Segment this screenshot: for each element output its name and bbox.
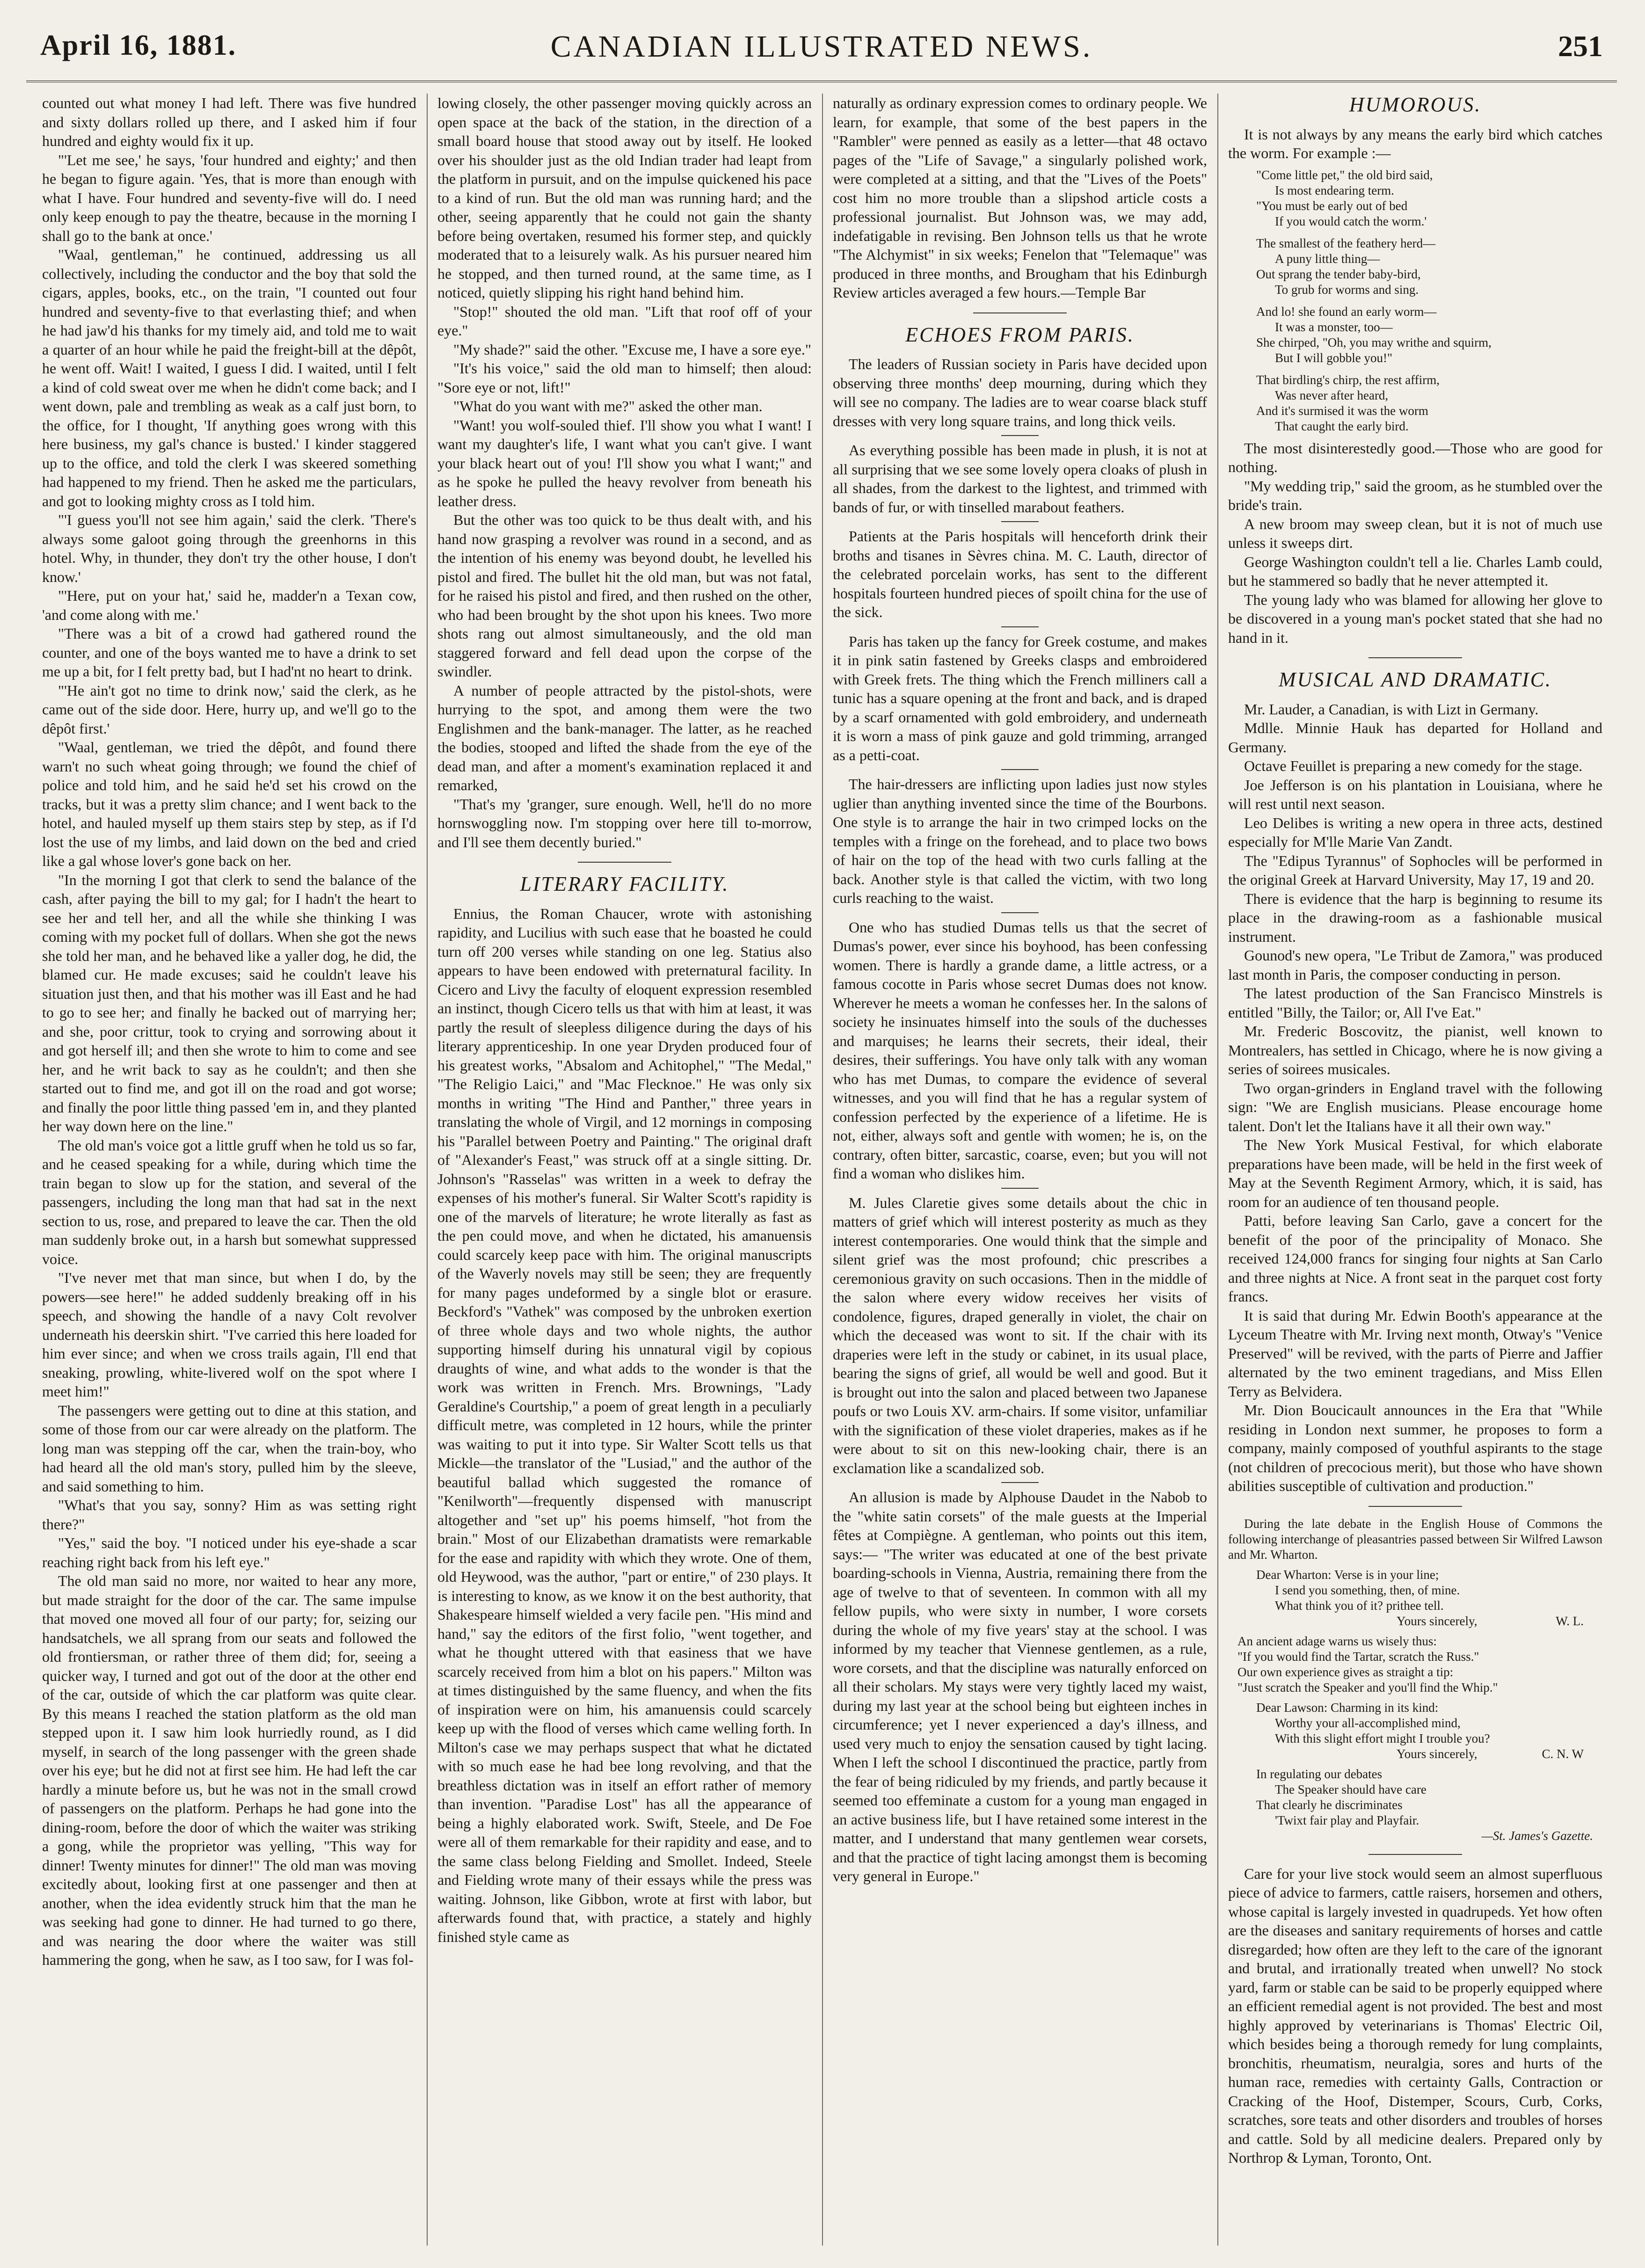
item-separator <box>1001 435 1039 436</box>
music-item: It is said that during Mr. Edwin Booth's appearance at the Lyceum Theatre with Mr. Irving next month, Otway's "Venice Preserved" will be revived, with the parts of Pierre and Jaffier alternated by the two eminent tragedians, and Miss Ellen Terry as Belvidera. <box>1228 1307 1602 1400</box>
item-separator <box>1001 769 1039 770</box>
letter-signature: C. N. W <box>1542 1746 1584 1761</box>
letter-line: With this slight effort might I trouble you? <box>1275 1731 1490 1745</box>
music-item: Joe Jefferson is on his plantation in Louisiana, where he will rest until next season. <box>1228 776 1602 812</box>
story-paragraph: The old man's voice got a little gruff when he told us so far, and he ceased speaking for a while, during which time the train began to slow up for the station, and several of the passengers, including the long man that had sat in the next section to us, rose, and prepared to leave the car. Then the old man suddenly broke out, in a harsh but somewhat suppressed voice. <box>42 1136 416 1267</box>
story-paragraph: "In the morning I got that clerk to send the balance of the cash, after paying the bill to my gal; for I hadn't the heart to see her and tell her, and all the while she thinking I was coming with my pocket full of dollars. When she got the news she told her man, and he behaved like a yaller dog, he did, the blamed cur. He made excuses; said he couldn't leave his situation just then, and that his mother was ill East and he had to go to see her; and finally he backed out of marrying her; and she, poor crittur, took to crying and sorrowing about it and got herself ill; and then she wrote to him to come and see her, and he writ back to say as he couldn't; and then she started out to find me, and got ill on the road and got worse; and finally the poor little thing passed 'em in, and they planted her way down here on the line." <box>42 871 416 1134</box>
adage-line: "If you would find the Tartar, scratch the Russ." <box>1237 1649 1479 1664</box>
joke-item: "My wedding trip," said the groom, as he stumbled over the bride's train. <box>1228 477 1602 513</box>
joke-item: The young lady who was blamed for allowing her glove to be discovered in a young man's pocket stated that she had no hand in it. <box>1228 591 1602 646</box>
item-separator <box>1001 1188 1039 1189</box>
adage-line: An ancient adage warns us wisely thus: <box>1237 1634 1437 1648</box>
issue-date: April 16, 1881. <box>40 29 237 61</box>
story-paragraph: "Waal, gentleman, we tried the dêpôt, and found there warn't no such wheat going through; we found the chief of police and told him, and he said he'd set his crowd on the tracks, but it was a pretty slim chance; and I went back to the hotel, and hauled myself up them stairs step by step, as if I'd lost the use of my limbs, and laid down on the bed and cried like a gal whose lover's gone back on her. <box>42 739 416 869</box>
joke-item: The most disinterestedly good.—Those who are good for nothing. <box>1228 439 1602 475</box>
letter-to-lawson <box>1228 1700 1602 1762</box>
adage-line: Our own experience gives as straight a tip: <box>1237 1665 1454 1679</box>
ancient-adage <box>1228 1634 1602 1695</box>
story-paragraph: "'He ain't got no time to drink now,' said the clerk, as he came out of the side door. Here, hurry up, and we'll go to the dêpôt first.' <box>42 682 416 737</box>
story-paragraph: counted out what money I had left. There was five hundred and sixty dollars rolled up there, and I asked him if four hundred and eighty would fix it up. <box>42 94 416 149</box>
item-separator <box>1001 912 1039 913</box>
item-separator <box>1001 626 1039 627</box>
newspaper-title: CANADIAN ILLUSTRATED NEWS. <box>550 29 1093 64</box>
advertisement-paragraph: Care for your live stock would seem an almost superfluous piece of advice to farmers, cattle raisers, horsemen and others, whose capital is largely invested in quadrupeds. Yet how often are the diseases and sanitary requirements of horses and cattle disregarded; how often are they left to the care of the ignorant and brutal, and irrationally treated when unwell? No stock yard, farm or stable can be said to be properly equipped where an efficient remedial agent is not provided. The best and most highly approved by veterinarians is Thomas' Electric Oil, which besides being a thorough remedy for lung complaints, bronchitis, rheumatism, neuralgia, sores and hurts of the human race, remedies with certainty Galls, Contraction or Cracking of the Hoof, Distemper, Scours, Curb, Corks, scratches, sore teats and other disorders and troubles of horses and cattle. Sold by all medicine dealers. Prepared only by Northrop & Lyman, Toronto, Ont. <box>1228 1865 1602 2166</box>
poem-line: And lo! she found an early worm— <box>1256 304 1437 319</box>
poem-line: It was a monster, too— <box>1275 320 1393 334</box>
story-paragraph: "'Here, put on your hat,' said he, madder'n a Texan cow, 'and come along with me.' <box>42 587 416 623</box>
music-item: The latest production of the San Francisco Minstrels is entitled "Billy, the Tailor; or, All I've Eat." <box>1228 985 1602 1021</box>
story-paragraph: lowing closely, the other passenger moving quickly across an open space at the back of the station, in the direction of a small board house that stood away out by itself. He looked over his shoulder just as the old Indian trader had leapt from the platform in pursuit, and on the impulse quickened his pace to a kind of run. But the old man was running hard; and the other, seeing apparently that he could not gain the shanty before being overtaken, resumed his former step, and quickly moderated that to a leisurely walk. As his pursuer neared him he stopped, and then turned round, at the same time, as I noticed, quietly slipping his right hand behind him. <box>437 94 812 301</box>
story-paragraph: A number of people attracted by the pistol-shots, were hurrying to the spot, and among them were the two Englishmen and the bank-manager. The latter, as he reached the bodies, stooped and lifted the shade from the eye of the dead man, and after a moment's examination replaced it and remarked, <box>437 682 812 793</box>
news-item: The leaders of Russian society in Paris have decided upon observing three months' deep mourning, during which they will see no company. The ladies are to wear coarse black stuff dresses with very long square trains, and long thick veils. <box>833 356 1207 429</box>
story-paragraph: "There was a bit of a crowd had gathered round the counter, and one of the boys wanted me to have a drink to set me up a bit, for I felt pretty bad, but I had'nt no heart to drink. <box>42 625 416 680</box>
music-item: Leo Delibes is writing a new opera in three acts, destined especially for M'lle Marie Van Zandt. <box>1228 814 1602 850</box>
column-1 <box>42 94 416 2255</box>
section-divider <box>578 862 671 863</box>
letter-signature: W. L. <box>1556 1614 1584 1628</box>
story-paragraph: "'Let me see,' he says, 'four hundred and eighty;' and then he began to figure again. 'Yes, that is more than enough with what I have. Four hundred and seventy-five will do. I need only keep enough to pay the theatre, because in the morning I shall go to the bank at once.' <box>42 151 416 244</box>
article-paragraph: naturally as ordinary expression comes to ordinary people. We learn, for example, that some of the best papers in the "Rambler" were penned as easily as a letter—that 48 octavo pages of the "Life of Savage," a singularly polished work, were completed at a sitting, and that the "Lives of the Poets" cost him no more trouble than a slipshod article costs a professional journalist. But Johnson was, we may add, indefatigable in revising. Ben Johnson tells us that he wrote "The Alchymist" in six weeks; Fenelon that "Telemaque" was produced in three months, and Brougham that his Edinburgh Review articles averaged a few hours.—Temple Bar <box>833 94 1207 301</box>
joke-item: A new broom may sweep clean, but it is not of much use unless it sweeps dirt. <box>1228 515 1602 551</box>
column-4 <box>1228 94 1602 2255</box>
verse-line: 'Twixt fair play and Playfair. <box>1275 1813 1419 1827</box>
poem-line: Was never after heard, <box>1275 388 1389 402</box>
joke-item: George Washington couldn't tell a lie. Charles Lamb could, but he stammered so badly that he never attempted it. <box>1228 553 1602 589</box>
music-item: Mr. Lauder, a Canadian, is with Lizt in Germany. <box>1244 700 1539 718</box>
section-divider <box>1368 1854 1462 1855</box>
letter-line: I send you something, then, of mine. <box>1275 1583 1460 1597</box>
intro-paragraph: It is not always by any means the early bird which catches the worm. For example :— <box>1228 125 1602 161</box>
letter-to-wharton <box>1228 1567 1602 1629</box>
section-divider <box>1368 657 1462 658</box>
music-item: Patti, before leaving San Carlo, gave a concert for the benefit of the poor of the principality of Monaco. She received 124,000 francs for singing four nights at San Carlo and three nights at Nice. A front seat in the parquet cost forty francs. <box>1228 1212 1602 1305</box>
music-item: Mr. Dion Boucicault announces in the Era that "While residing in London next summer, he proposes to form a company, mainly composed of youthful aspirants to the stage (not children of precocious merit), but those who have shown abilities susceptible of cultivation and production." <box>1228 1402 1602 1494</box>
column-2 <box>437 94 812 2255</box>
article-paragraph: Ennius, the Roman Chaucer, wrote with astonishing rapidity, and Lucilius with such ease that he boasted he could turn off 200 verses while standing on one leg. Statius also appears to have been endowed with preternatural facility. In Cicero and Livy the faculty of eloquent expression resembled an instinct, though Cicero tells us that with him at least, it was partly the result of sleepless diligence during the days of his literary apprenticeship. In one year Dryden produced four of his greatest works, "Absalom and Achitophel," "The Medal," "The Religio Laici," and "Mac Flecknoe." He was only six months in writing "The Hind and Panther," three years in translating the whole of Virgil, and 12 mornings in composing his "Parallel between Poetry and Painting." The original draft of "Alexander's Feast," was struck off at a single sitting. Dr. Johnson's "Rasselas" was written in a week to defray the expenses of his mother's funeral. Sir Walter Scott's rapidity is one of the marvels of literature; he wrote literally as fast as the pen could move, and when he dictated, his amanuensis could scarcely keep pace with him. The original manuscripts of the Waverly novels may still be seen; they are frequently for many pages undeformed by a single blot or erasure. Beckford's "Vathek" was composed by the unbroken exertion of three whole days and two whole nights, the author supporting himself during his unnatural vigil by copious draughts of wine, and what adds to the wonder is that the work was written in French. Mrs. Brownings, "Lady Geraldine's Courtship," a poem of great length in a peculiarly difficult metre, was completed in 12 hours, while the printer was waiting to put it into type. Sir Walter Scott tells us that Mickle—the translator of the "Lusiad," and the author of the beautiful ballad which suggested the romance of "Kenilworth"—frequently dispensed with manuscript altogether and "set up" his poems himself, "hot from the brain." Most of our Elizabethan dramatists were remarkable for the ease and rapidity with which they wrote. One of them, old Heywood, was the author, "part or entire," of 230 plays. It is interesting to know, as we know it on the best authority, that Shakespeare himself wielded a very facile pen. "His mind and hand," say the editors of the first folio, "went together, and what he thought uttered with that easiness that we have scarcely received from him a blot on his papers." Milton was at times distinguished by the same fluency, and when the fits of inspiration were on him, his amanuensis could scarcely keep up with the flood of verses which came welling forth. In Milton's case we may perhaps suspect that what he dictated with so much ease he had bee long revolving, and that the breathless dictation was in itself an effort rather of memory than invention. "Paradise Lost" has all the appearance of being a highly elaborated work. Swift, Steele, and De Foe were all of them remarkable for their rapidity and ease, and to the same class belong Fielding and Smollet. Indeed, Steele and Fielding wrote many of their essays while the press was waiting. Johnson, like Gibbon, wrote at first with labor, but afterwards found that, with practice, a stately and highly finished style came as <box>437 905 812 1945</box>
item-separator <box>1001 1482 1039 1483</box>
section-heading-echoes-from-paris: ECHOES FROM PARIS. <box>905 323 1135 346</box>
letter-line: Dear Lawson: Charming in its kind: <box>1256 1700 1439 1715</box>
verse-line: The Speaker should have care <box>1275 1782 1427 1796</box>
music-item: Mdlle. Minnie Hauk has departed for Holland and Germany. <box>1228 720 1602 756</box>
story-paragraph: "'I guess you'll not see him again,' said the clerk. 'There's always some galoot going through the greenhorns in this hotel. Why, in thunder, they don't try the other house, I don't know.' <box>42 511 416 585</box>
story-paragraph: "My shade?" said the other. "Excuse me, I have a sore eye." <box>453 341 811 358</box>
poem-line: A puny little thing— <box>1275 251 1380 266</box>
column-rule <box>1217 94 1218 2246</box>
news-item: An allusion is made by Alphouse Daudet in the Nabob to the "white satin corsets" of the male guests at the Imperial fêtes at Compiègne. A gentleman, who points out this item, says:— "The writer was educated at one of the best private boarding-schools in Vienna, Austria, remaining there from the age of twelve to that of seventeen. In common with all my fellow pupils, who were sixty in number, I wore corsets during the whole of my five years' stay at the school. I was informed by my teacher that Viennese gentlemen, as a rule, wore corsets, and that the discipline was naturally enforced on all their scholars. My stays were very tightly laced my waist, during my last year at the school being but eighteen inches in circumference; yet I never experienced a day's illness, and used very much to enjoy the sensation caused by tight lacing. When I left the school I discontinued the practice, partly from the fear of being ridiculed by my friends, and partly because it seemed too effeminate a custom for a young man engaged in an active business life, but I have retained some interest in the matter, and I understand that many gentlemen wear corsets, and that the practice of tight lacing amongst them is becoming very general in Europe." <box>833 1489 1207 1884</box>
poem-line: That caught the early bird. <box>1275 419 1409 433</box>
debate-intro: During the late debate in the English House of Commons the following interchange of pleasantries passed between Sir Wilfred Lawson and Mr. Wharton. <box>1228 1516 1602 1562</box>
music-item: The "Edipus Tyrannus" of Sophocles will be performed in the original Greek at Harvard University, May 17, 19 and 20. <box>1228 852 1602 888</box>
story-paragraph: "Want! you wolf-souled thief. I'll show you what I want! I want my daughter's life, I want what you can't give. I want your black heart out of you! I'll show you what I want;" and as he spoke he pulled the heavy revolver from beneath his leather dress. <box>437 416 812 509</box>
verse-line: In regulating our debates <box>1256 1766 1383 1781</box>
letter-line: Worthy your all-accomplished mind, <box>1275 1716 1461 1730</box>
poem-line: The smallest of the feathery herd— <box>1256 236 1436 250</box>
section-heading-literary-facility: LITERARY FACILITY. <box>520 872 729 895</box>
music-item: Mr. Frederic Boscovitz, the pianist, well known to Montrealers, has settled in Chicago, where he is now giving a series of soirees musicales. <box>1228 1023 1602 1077</box>
news-item: Patients at the Paris hospitals will henceforth drink their broths and tisanes in Sèvres china. M. C. Lauth, director of the celebrated porcelain works, has sent to the different hospitals fourteen hundred pieces of spoilt china for the use of the sick. <box>833 528 1207 620</box>
music-item: The New York Musical Festival, for which elaborate preparations have been made, will be held in the first week of May at the Seventh Regiment Armory, which, it is said, has room for an audience of ten thousand people. <box>1228 1136 1602 1210</box>
poem-line: "You must be early out of bed <box>1256 198 1408 213</box>
letter-line: Dear Wharton: Verse is in your line; <box>1256 1567 1439 1582</box>
column-rule <box>427 94 428 2246</box>
news-item: M. Jules Claretie gives some details about the chic in matters of grief which will interest posterity as much as they interest contemporaries. One would think that the simple and silent grief was the most profound; chic prescribes a ceremonious gravity on such occasions. Then in the middle of the salon where every widow receives her visits of condolence, figures, draped generally in violet, the chair on which the deceased was wont to sit. If the chair with its draperies were left in the study or cabinet, in its usual place, bearing the signs of grief, all would be well and good. But it is brought out into the salon and placed between two Japanese poufs or two Louis XV. arm-chairs. If some visitor, unfamiliar with the signification of these violet draperies, makes as if he were about to sit on this new-looking chair, there is an exclamation like a scandalized sob. <box>833 1194 1207 1476</box>
letter-line: What think you of it? prithee tell. <box>1275 1598 1444 1613</box>
section-divider <box>1368 1506 1462 1507</box>
story-paragraph: "I've never met that man since, but when I do, by the powers—see here!" he added suddenly breaking off in his speech, and showing the handle of a navy Colt revolver underneath his deerskin shirt. "I've carried this here loaded for him ever since; and when we cross trails again, I'll end that sneaking, prowling, white-livered wolf on the spot where I meet him!" <box>42 1269 416 1400</box>
early-bird-poem <box>1228 167 1602 434</box>
music-item: There is evidence that the harp is beginning to resume its place in the drawing-room as a fashionable musical instrument. <box>1228 890 1602 945</box>
story-paragraph: "That's my 'granger, sure enough. Well, he'll do no more hornswoggling now. I'm stopping over here till to-morrow, and I'll see them decently buried." <box>437 795 812 850</box>
letter-closing: Yours sincerely, <box>1397 1746 1478 1761</box>
closing-verse <box>1228 1766 1602 1844</box>
poem-line: If you would catch the worm.' <box>1275 214 1427 228</box>
story-paragraph: But the other was too quick to be thus dealt with, and his hand now grasping a revolver was round in a second, and as the intention of his enemy was beyond doubt, he levelled his pistol and fired. The bullet hit the old man, but was not fatal, for he raised his pistol and fired, and then rushed on the other, who had been brought by the shot upon his knees. Two more shots rang out almost simultaneously, and the old man staggered forward and fell dead upon the corpse of the swindler. <box>437 511 812 680</box>
poem-line: But I will gobble you!" <box>1275 350 1393 365</box>
page-number: 251 <box>1558 29 1603 63</box>
news-item: The hair-dressers are inflicting upon ladies just now styles uglier than anything invented since the time of the Bourbons. One style is to arrange the hair in two crimped locks on the temples with a fringe on the forehead, and to place two bows of hair on the top of the head with two curls falling at the back. Another style is that called the victim, with two long curls reaching to the waist. <box>833 776 1207 906</box>
item-separator <box>1001 521 1039 522</box>
story-paragraph: "Stop!" shouted the old man. "Lift that roof off of your eye." <box>437 303 812 339</box>
music-item: Octave Feuillet is preparing a new comedy for the stage. <box>1244 757 1583 774</box>
news-item: As everything possible has been made in plush, it is not at all surprising that we see some lovely opera cloaks of plush in all shades, from the darkest to the lightest, and trimmed with bands of fur, or with tinselled marabout feathers. <box>833 442 1207 516</box>
poem-line: Is most endearing term. <box>1275 183 1394 197</box>
news-item: Paris has taken up the fancy for Greek costume, and makes it in pink satin fastened by Greeks clasps and embroidered with Greek frets. The thing which the French milliners call a tunic has a square opening at the front and back, and is draped by a scarf ornamented with gold embroidery, and underneath it is worn a mass of pink gauze and gold trimming, arranged as a petti-coat. <box>833 632 1207 763</box>
music-item: Two organ-grinders in England travel with the following sign: "We are English musicians. Please encourage home talent. Don't let the Italians have it all their own way." <box>1228 1079 1602 1134</box>
verse-line: That clearly he discriminates <box>1256 1797 1403 1812</box>
story-paragraph: "It's his voice," said the old man to himself; then aloud: "Sore eye or not, lift!" <box>437 360 812 396</box>
music-item: Gounod's new opera, "Le Tribut de Zamora," was produced last month in Paris, the composer conducting in person. <box>1228 947 1602 983</box>
news-item: One who has studied Dumas tells us that the secret of Dumas's power, ever since his boyhood, has been confessing women. There is hardly a grande dame, a little actress, or a famous cocotte in Paris whose secret Dumas does not know. Wherever he meets a woman he confesses her. In the salons of society he insinuates himself into the souls of the duchesses and marquises; he learns their secrets, their ideal, their desires, their sufferings. You have only talk with any woman who has met Dumas, to compare the evidence of several witnesses, and you will find that he has a regular system of confession perfected by the experience of a lifetime. He is not, either, always soft and gentle with women; he is, on the contrary, often bitter, sarcastic, coarse, even; but you will not find a woman who dislikes him. <box>833 918 1207 1182</box>
story-paragraph: The passengers were getting out to dine at this station, and some of those from our car were already on the platform. The long man was stepping off the car, when the train-boy, who had heard all the old man's story, pulled him by the sleeve, and said something to him. <box>42 1402 416 1495</box>
letter-closing: Yours sincerely, <box>1397 1614 1478 1628</box>
story-paragraph: "Yes," said the boy. "I noticed under his eye-shade a scar reaching right back from his left eye." <box>42 1534 416 1570</box>
poem-line: That birdling's chirp, the rest affirm, <box>1256 372 1440 387</box>
poem-line: And it's surmised it was the worm <box>1256 403 1428 418</box>
section-heading-musical-and-dramatic: MUSICAL AND DRAMATIC. <box>1278 668 1552 691</box>
poem-line: Out sprang the tender baby-bird, <box>1256 267 1421 281</box>
story-paragraph: "Waal, gentleman," he continued, addressing us all collectively, including the conductor and the boy that sold the cigars, apples, books, etc., on the train, "I counted out four hundred and seventy-five to that everlasting thief; and when he had jaw'd his thanks for my timely aid, and told me to wait a quarter of an hour while he paid the freight-bill at the dêpôt, he went off. Wait! I waited, I guess I did. I waited, until I felt a kind of cold sweat over me when he didn't come back; and I went down, pale and trembling as weak as a calf just born, to the office, for I thought, 'If anything goes wrong with this here business, my gal's chance is busted.' I kinder staggered up to the office, and told the clerk I was skeered something had happened to my friend. Then he asked me the particulars, and got to looking mighty cross as I told him. <box>42 246 416 509</box>
column-rule <box>822 94 823 2246</box>
poem-line: To grub for worms and sing. <box>1275 282 1419 297</box>
story-paragraph: "What's that you say, sonny? Him as was setting right there?" <box>42 1497 416 1533</box>
section-heading-humorous: HUMOROUS. <box>1349 94 1482 116</box>
story-paragraph: "What do you want with me?" asked the other man. <box>453 398 763 414</box>
adage-line: "Just scratch the Speaker and you'll find the Whip." <box>1237 1680 1498 1694</box>
story-paragraph: The old man said no more, nor waited to hear any more, but made straight for the door of the car. The same impulse that moved one moved all four of our party; for, seizing our handsatchels, we all sprang from our seats and followed the old frontiersman, or rather three of them did; for, seeing a quicker way, I turned and got out of the door at the other end of the car, outside of which the car platform was quite clear. By this means I reached the station platform as the old man stepped upon it. I saw him look hurriedly round, as I did myself, in search of the long passenger with the green shade over his eye; but he did not at first see him. He had left the car hardly a minute before us, but he was not in the small crowd of passengers on the platform. Perhaps he had gone into the dining-room, before the door of which the waiter was striking a gong, while the proprietor was yelling, "This way for dinner! Twenty minutes for dinner!" The old man was moving excitedly about, looking first at one passenger and then at another, when the idea evidently struck him that the man he was seeking had gone to dinner. He had turned to go there, and was nearing the door where the waiter was still hammering the gong, when he saw, as I too saw, for I was fol- <box>42 1572 416 1968</box>
column-3 <box>833 94 1207 2255</box>
poem-line: "Come little pet," the old bird said, <box>1256 167 1433 182</box>
masthead <box>26 10 1617 82</box>
verse-source: —St. James's Gazette. <box>1481 1828 1593 1843</box>
poem-line: She chirped, "Oh, you may writhe and squirm, <box>1256 335 1492 349</box>
